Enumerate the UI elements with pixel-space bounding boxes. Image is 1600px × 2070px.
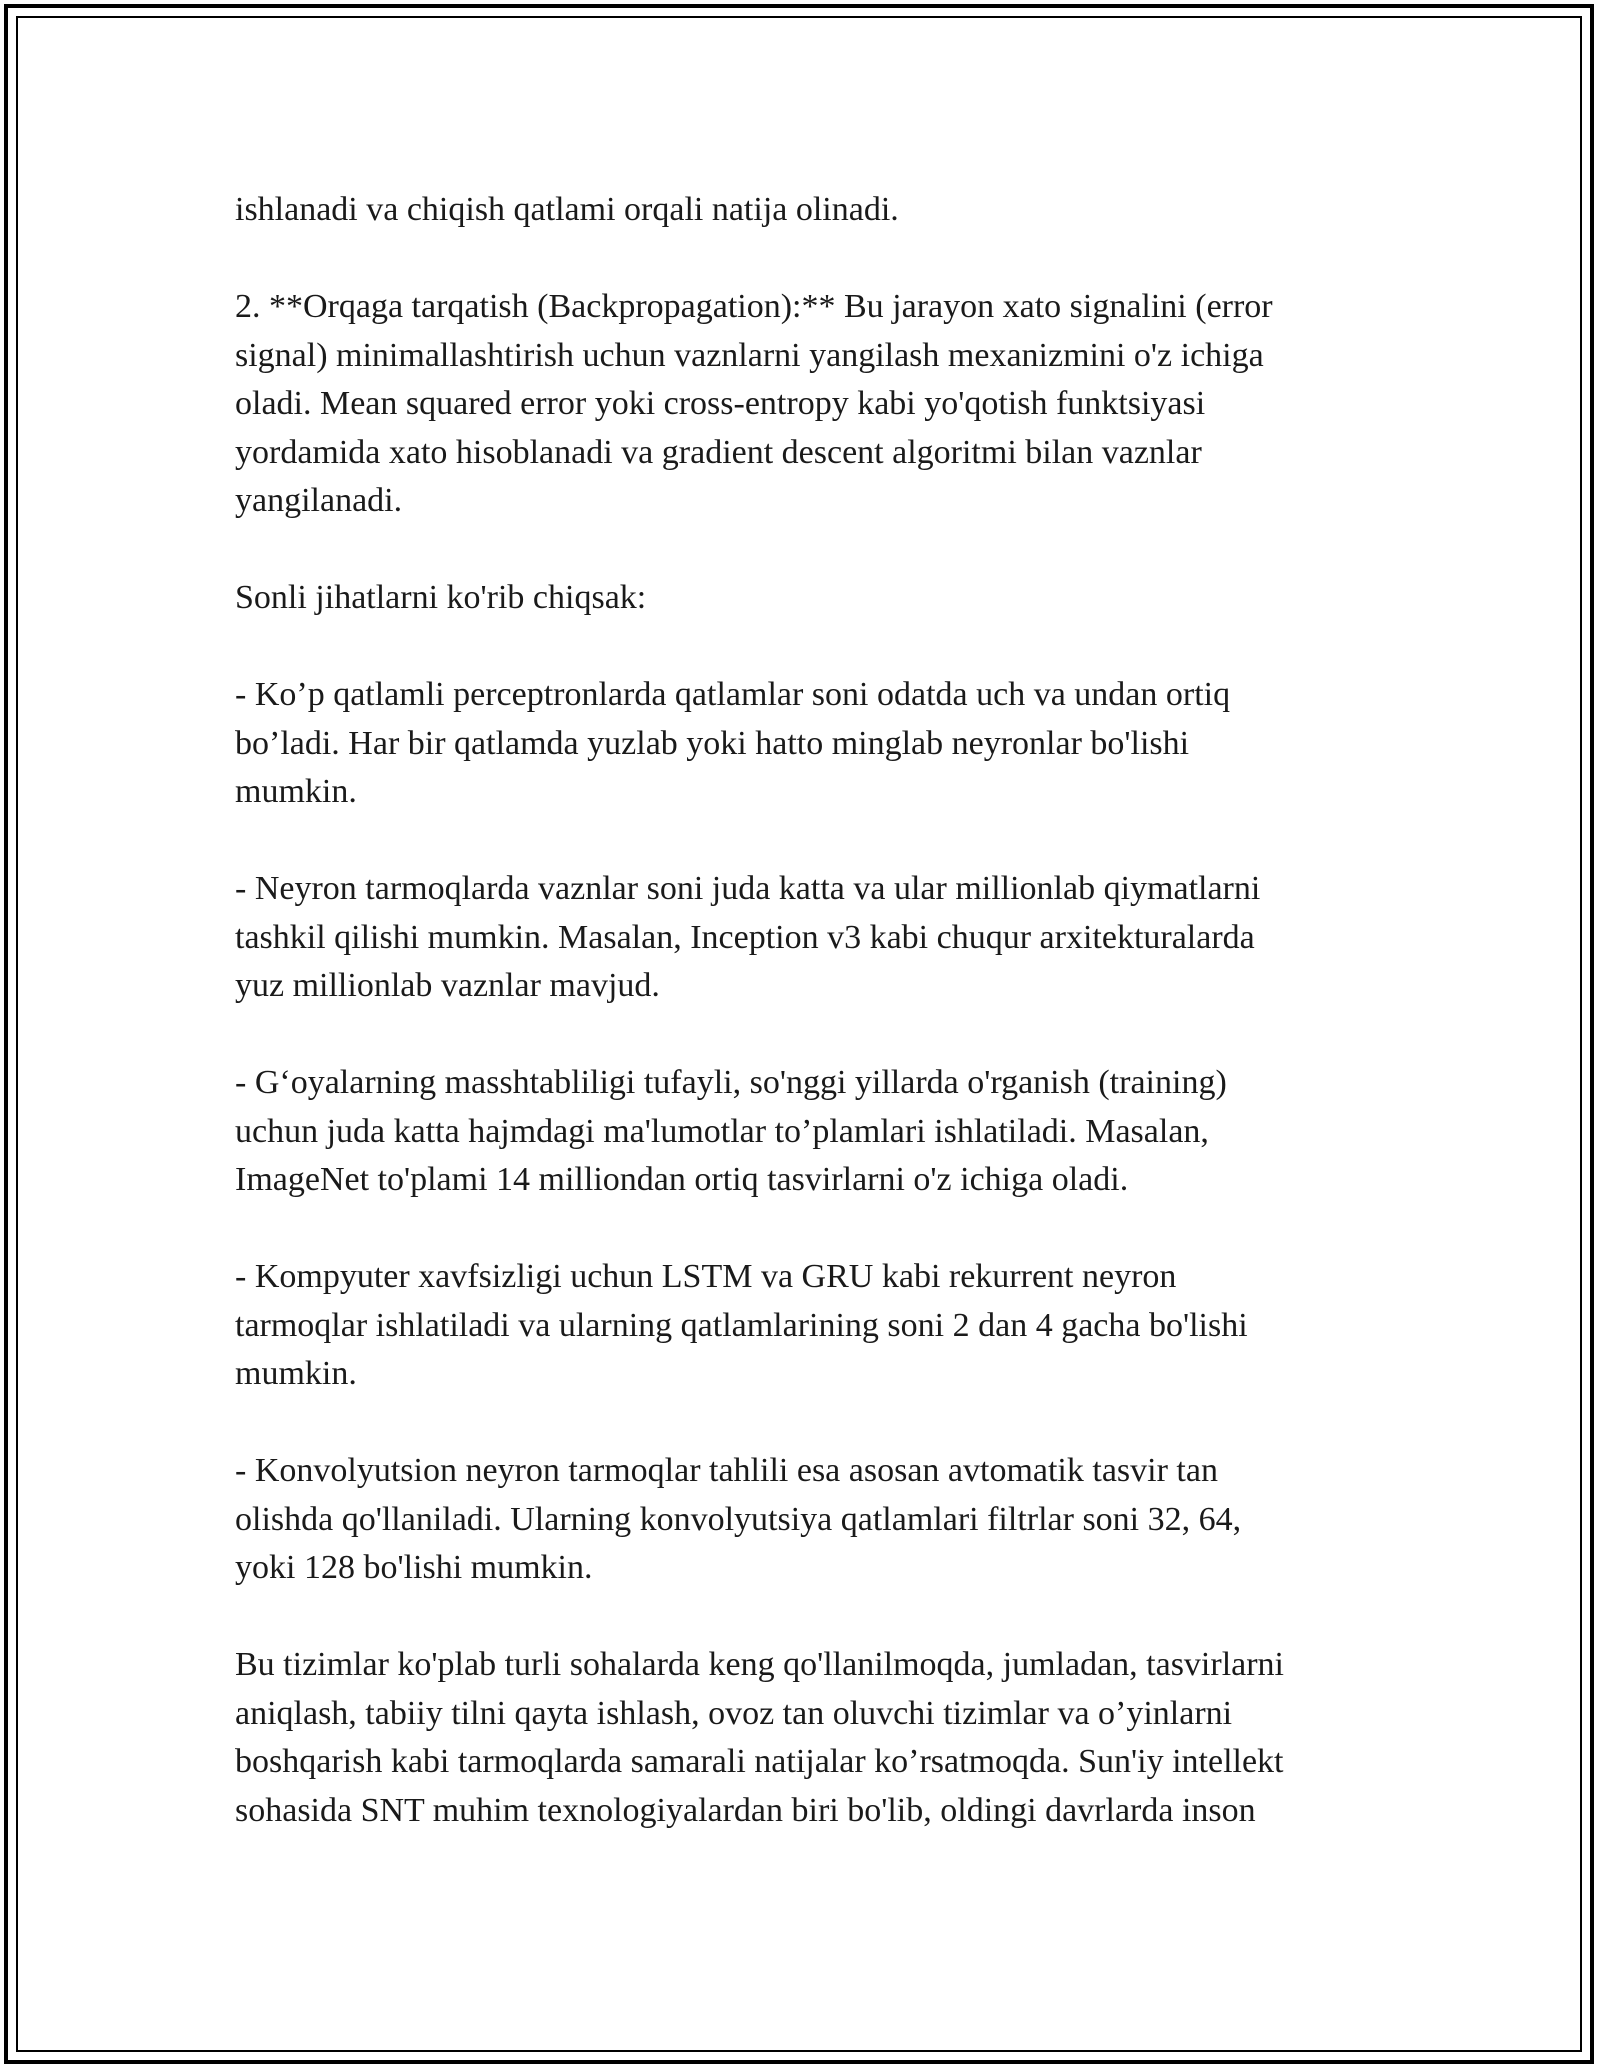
list-item-perceptron-layers: - Ko’p qatlamli perceptronlarda qatlamlar soni odatda uch va undan ortiq bo’ladi. Har bir qatlamda yuzlab yoki hatto minglab neyronlar bo'lishi mumkin. bbox=[235, 676, 1231, 810]
list-item-convolutional-networks: - Konvolyutsion neyron tarmoqlar tahlili esa asosan avtomatik tasvir tan olishda qo'llaniladi. Ularning konvolyutsiya qatlamlari filtrlar soni 32, 64, yoki 128 bo'lishi mumkin. bbox=[235, 1452, 1242, 1586]
document-body bbox=[235, 186, 1400, 1884]
list-item-recurrent-networks: - Kompyuter xavfsizligi uchun LSTM va GRU kabi rekurrent neyron tarmoqlar ishlatiladi va ularning qatlamlarining soni 2 dan 4 gacha bo'lishi mumkin. bbox=[235, 1258, 1248, 1392]
paragraph-applications: Bu tizimlar ko'plab turli sohalarda keng qo'llanilmoqda, jumladan, tasvirlarni aniqlash, tabiiy tilni qayta ishlash, ovoz tan oluvchi tizimlar va o’yinlarni boshqarish kabi tarmoqlarda samarali natijalar ko’rsatmoqda. Sun'iy intellekt sohasida SNT muhim texnologiyalardan biri bo'lib, oldingi davrlarda inson bbox=[235, 1646, 1285, 1829]
paragraph-backpropagation: 2. **Orqaga tarqatish (Backpropagation):** Bu jarayon xato signalini (error signal) minimallashtirish uchun vaznlarni yangilash mexanizmini o'z ichiga oladi. Mean squared error yoki cross-entropy kabi yo'qotish funktsiyasi yordamida xato hisoblanadi va gradient descent algoritmi bilan vaznlar yangilanadi. bbox=[235, 288, 1273, 519]
list-item-weights-count: - Neyron tarmoqlarda vaznlar soni juda katta va ular millionlab qiymatlarni tashkil qilishi mumkin. Masalan, Inception v3 kabi chuqur arxitekturalarda yuz millionlab vaznlar mavjud. bbox=[235, 870, 1261, 1004]
paragraph-forward-pass-end: ishlanadi va chiqish qatlami orqali natija olinadi. bbox=[235, 191, 899, 228]
paragraph-numeric-aspects-intro: Sonli jihatlarni ko'rib chiqsak: bbox=[235, 579, 647, 616]
list-item-training-datasets: - G‘oyalarning masshtabliligi tufayli, so'nggi yillarda o'rganish (training) uchun juda katta hajmdagi ma'lumotlar to’plamlari ishlatiladi. Masalan, ImageNet to'plami 14 milliondan ortiq tasvirlarni o'z ichiga oladi. bbox=[235, 1064, 1227, 1198]
